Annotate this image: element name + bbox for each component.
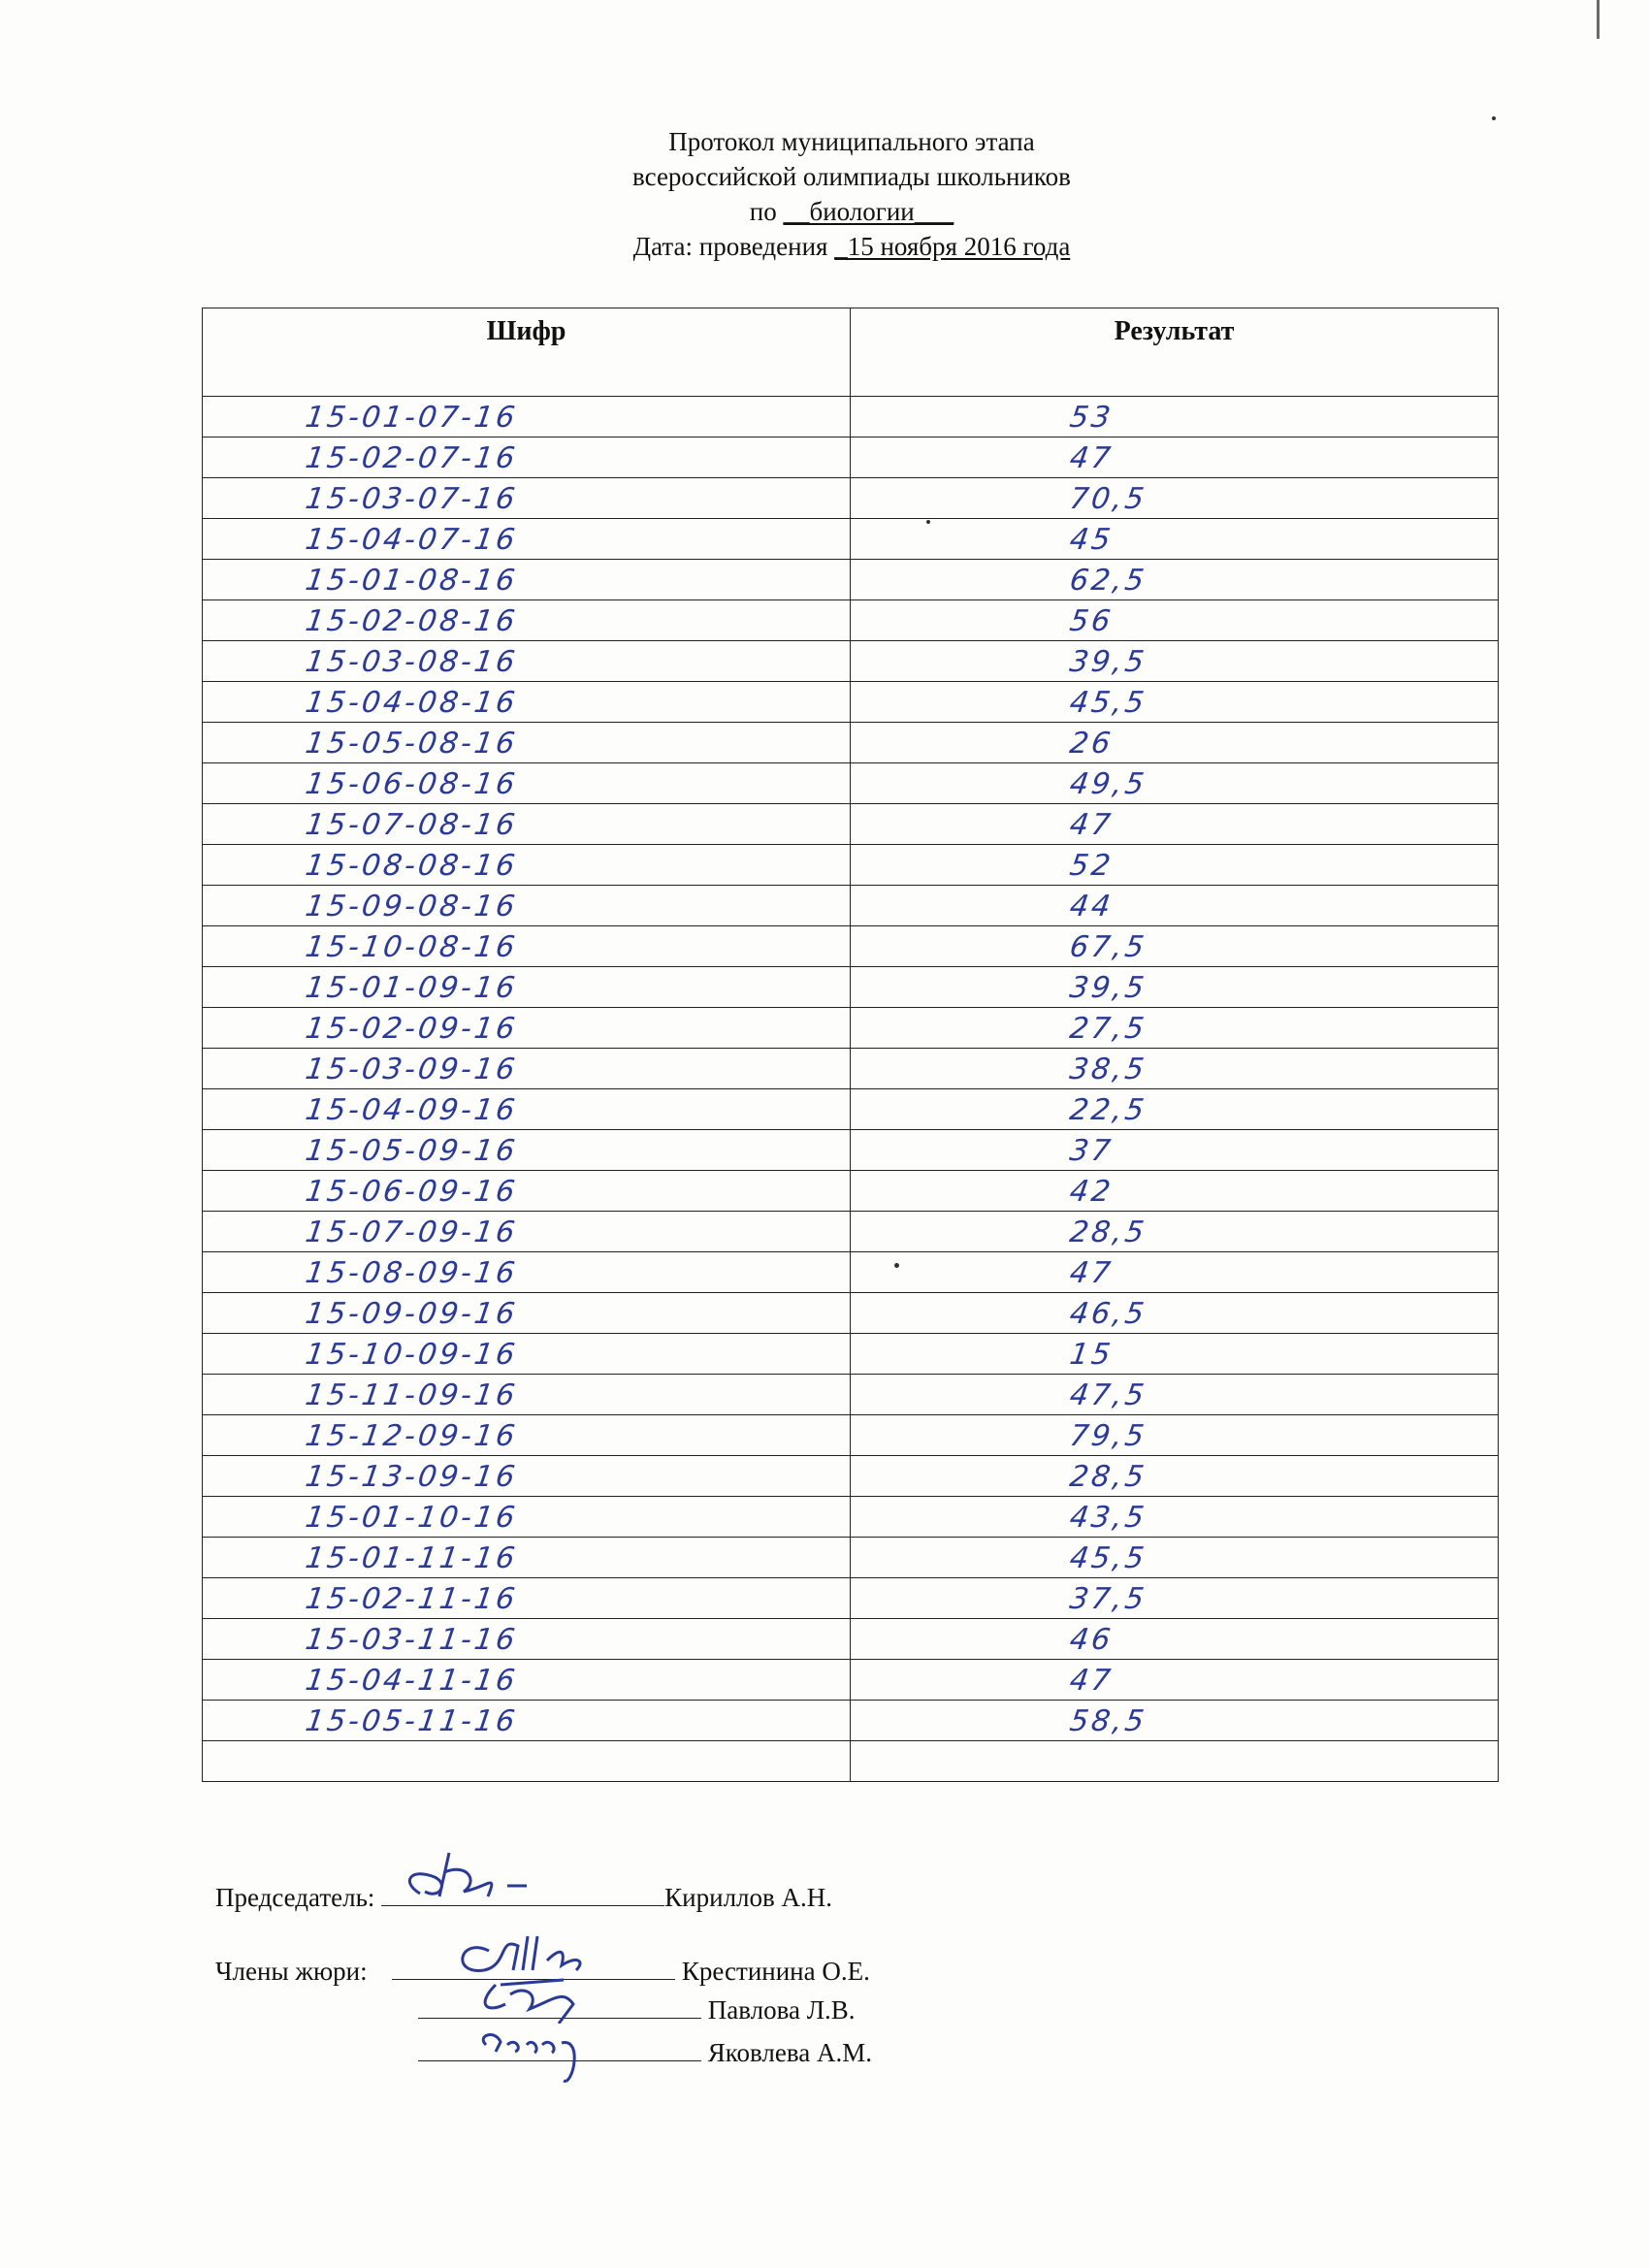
table-row [203, 478, 1499, 519]
cipher-cell [203, 1008, 851, 1049]
result-cell [851, 1171, 1499, 1212]
result-cell [851, 519, 1499, 560]
cipher-value: 15-11-09-16 [303, 1378, 520, 1412]
cipher-value: 15-09-09-16 [303, 1297, 520, 1331]
cipher-cell [203, 1619, 851, 1660]
header-title: Протокол муниципального этапа [668, 127, 1035, 156]
table-row [203, 682, 1499, 723]
cipher-cell [203, 1334, 851, 1375]
cipher-value: 15-02-07-16 [303, 441, 520, 475]
table-row [203, 1334, 1499, 1375]
cipher-cell [203, 1375, 851, 1415]
cipher-value: 15-08-09-16 [303, 1256, 520, 1290]
chair-name: Кириллов А.Н. [664, 1883, 833, 1912]
result-value: 62,5 [1067, 564, 1149, 598]
result-cell [851, 1538, 1499, 1578]
cipher-value: 15-02-11-16 [303, 1582, 520, 1616]
chair-signature-image [381, 1843, 575, 1911]
cipher-cell [203, 1089, 851, 1130]
table-row [203, 1089, 1499, 1130]
jury-signature-row-3 [418, 2037, 872, 2068]
result-value: 70,5 [1067, 482, 1149, 516]
jury-name-1: Крестинина О.Е. [681, 1957, 870, 1986]
result-cell [851, 1415, 1499, 1456]
chair-signature-row [215, 1882, 832, 1913]
cipher-cell [203, 804, 851, 845]
cipher-cell [203, 845, 851, 886]
result-cell [851, 1701, 1499, 1741]
result-value: 45,5 [1067, 686, 1149, 720]
cipher-cell [203, 478, 851, 519]
result-cell [851, 1089, 1499, 1130]
cipher-value: 15-07-09-16 [303, 1215, 520, 1249]
cipher-cell [203, 1212, 851, 1252]
cipher-value: 15-05-09-16 [303, 1134, 520, 1168]
result-value: 79,5 [1067, 1419, 1149, 1453]
cipher-cell [203, 600, 851, 641]
results-table [202, 308, 1499, 1782]
cipher-cell [203, 1497, 851, 1538]
table-row [203, 1293, 1499, 1334]
cipher-value: 15-04-08-16 [303, 686, 520, 720]
result-cell [851, 1334, 1499, 1375]
table-row [203, 763, 1499, 804]
result-cell [851, 1252, 1499, 1293]
result-cell [851, 723, 1499, 763]
cipher-value: 15-04-07-16 [303, 523, 520, 557]
cipher-cell [203, 1660, 851, 1701]
result-cell [851, 1375, 1499, 1415]
cipher-value: 15-01-07-16 [303, 401, 520, 435]
table-body [203, 397, 1499, 1782]
result-value: 47 [1067, 1664, 1116, 1698]
cipher-value: 15-01-11-16 [303, 1541, 520, 1575]
result-value: 49,5 [1067, 767, 1149, 801]
cipher-cell [203, 1252, 851, 1293]
table-row [203, 967, 1499, 1008]
result-cell [851, 1212, 1499, 1252]
header-subtitle: всероссийской олимпиады школьников [632, 162, 1071, 191]
result-value: 46,5 [1067, 1297, 1149, 1331]
date-value: _15 ноября 2016 года [834, 232, 1071, 261]
result-cell [851, 478, 1499, 519]
cipher-value: 15-01-10-16 [303, 1501, 520, 1535]
empty-cell [203, 1741, 851, 1782]
cipher-cell [203, 641, 851, 682]
result-value: 44 [1067, 890, 1116, 923]
result-cell [851, 682, 1499, 723]
scan-speck [1492, 116, 1496, 120]
result-cell [851, 397, 1499, 437]
table-row [203, 1497, 1499, 1538]
result-cell [851, 437, 1499, 478]
cipher-value: 15-05-11-16 [303, 1704, 520, 1738]
cipher-value: 15-04-09-16 [303, 1093, 520, 1127]
result-value: 47 [1067, 441, 1116, 475]
jury-name-2: Павлова Л.В. [707, 1995, 856, 2025]
result-value: 46 [1067, 1623, 1116, 1657]
table-row [203, 519, 1499, 560]
result-cell [851, 1130, 1499, 1171]
result-value: 56 [1067, 604, 1116, 638]
cipher-value: 15-01-08-16 [303, 564, 520, 598]
result-value: 38,5 [1067, 1053, 1149, 1086]
cipher-value: 15-04-11-16 [303, 1664, 520, 1698]
result-value: 28,5 [1067, 1215, 1149, 1249]
table-row [203, 1008, 1499, 1049]
cipher-cell [203, 437, 851, 478]
table-row [203, 1212, 1499, 1252]
result-value: 28,5 [1067, 1460, 1149, 1494]
subject-value: __биологии___ [783, 197, 954, 226]
subject-prefix: по [749, 197, 777, 226]
table-row [203, 397, 1499, 437]
cipher-cell [203, 397, 851, 437]
cipher-value: 15-05-08-16 [303, 727, 520, 761]
result-value: 45,5 [1067, 1541, 1149, 1575]
jury-signature-image-3 [418, 1998, 670, 2086]
result-cell [851, 1619, 1499, 1660]
cipher-value: 15-02-09-16 [303, 1012, 520, 1046]
table-row [203, 1619, 1499, 1660]
table-row [203, 723, 1499, 763]
cipher-cell [203, 519, 851, 560]
column-header-cipher: Шифр [203, 308, 851, 397]
chair-signature-line [381, 1882, 664, 1906]
empty-cell [851, 1741, 1499, 1782]
result-value: 52 [1067, 849, 1116, 883]
header-date-line [0, 229, 1649, 264]
cipher-value: 15-03-11-16 [303, 1623, 520, 1657]
result-value: 39,5 [1067, 645, 1149, 679]
cipher-value: 15-03-07-16 [303, 482, 520, 516]
cipher-cell [203, 1171, 851, 1212]
cipher-value: 15-01-09-16 [303, 971, 520, 1005]
table-row [203, 1701, 1499, 1741]
result-value: 43,5 [1067, 1501, 1149, 1535]
table-row [203, 1456, 1499, 1497]
table-row [203, 1252, 1499, 1293]
cipher-cell [203, 926, 851, 967]
cipher-cell [203, 723, 851, 763]
result-value: 15 [1067, 1338, 1116, 1372]
cipher-cell [203, 1456, 851, 1497]
result-value: 45 [1067, 523, 1116, 557]
result-cell [851, 1049, 1499, 1089]
result-cell [851, 845, 1499, 886]
cipher-value: 15-12-09-16 [303, 1419, 520, 1453]
result-cell [851, 763, 1499, 804]
table-row [203, 641, 1499, 682]
cipher-cell [203, 560, 851, 600]
cipher-cell [203, 1701, 851, 1741]
result-value: 26 [1067, 727, 1116, 761]
result-cell [851, 967, 1499, 1008]
result-value: 27,5 [1067, 1012, 1149, 1046]
table-row [203, 1415, 1499, 1456]
cipher-cell [203, 763, 851, 804]
scan-edge-mark [1597, 0, 1600, 39]
cipher-cell [203, 1415, 851, 1456]
date-prefix: Дата: проведения [632, 232, 828, 261]
cipher-value: 15-03-09-16 [303, 1053, 520, 1086]
cipher-value: 15-03-08-16 [303, 645, 520, 679]
table-row [203, 1578, 1499, 1619]
result-cell [851, 804, 1499, 845]
cipher-cell [203, 1049, 851, 1089]
result-cell [851, 560, 1499, 600]
jury-signature-line-3 [418, 2037, 701, 2061]
cipher-cell [203, 1578, 851, 1619]
cipher-value: 15-06-08-16 [303, 767, 520, 801]
table-header-row [203, 308, 1499, 397]
result-cell [851, 600, 1499, 641]
result-value: 42 [1067, 1175, 1116, 1209]
result-cell [851, 641, 1499, 682]
cipher-cell [203, 1293, 851, 1334]
result-value: 22,5 [1067, 1093, 1149, 1127]
table-row [203, 926, 1499, 967]
cipher-value: 15-13-09-16 [303, 1460, 520, 1494]
table-row [203, 437, 1499, 478]
table-row [203, 560, 1499, 600]
result-value: 39,5 [1067, 971, 1149, 1005]
cipher-value: 15-09-08-16 [303, 890, 520, 923]
table-row [203, 1049, 1499, 1089]
cipher-value: 15-10-09-16 [303, 1338, 520, 1372]
cipher-cell [203, 682, 851, 723]
table-row [203, 600, 1499, 641]
table-row [203, 1538, 1499, 1578]
result-value: 47 [1067, 1256, 1116, 1290]
result-cell [851, 1008, 1499, 1049]
table-row [203, 1375, 1499, 1415]
jury-name-3: Яковлева А.М. [707, 2038, 872, 2067]
result-cell [851, 886, 1499, 926]
result-value: 47,5 [1067, 1378, 1149, 1412]
table-row [203, 804, 1499, 845]
result-value: 67,5 [1067, 930, 1149, 964]
result-value: 58,5 [1067, 1704, 1149, 1738]
table-row [203, 886, 1499, 926]
cipher-cell [203, 1538, 851, 1578]
cipher-value: 15-02-08-16 [303, 604, 520, 638]
cipher-value: 15-07-08-16 [303, 808, 520, 842]
result-cell [851, 1578, 1499, 1619]
cipher-cell [203, 967, 851, 1008]
table-row [203, 845, 1499, 886]
document-header [0, 124, 1649, 264]
result-cell [851, 926, 1499, 967]
header-subject-line [0, 194, 1649, 229]
result-value: 37 [1067, 1134, 1116, 1168]
result-cell [851, 1293, 1499, 1334]
result-value: 37,5 [1067, 1582, 1149, 1616]
cipher-value: 15-08-08-16 [303, 849, 520, 883]
result-cell [851, 1660, 1499, 1701]
result-value: 47 [1067, 808, 1116, 842]
cipher-value: 15-06-09-16 [303, 1175, 520, 1209]
table-row [203, 1171, 1499, 1212]
result-cell [851, 1497, 1499, 1538]
chair-label: Председатель: [215, 1883, 375, 1912]
result-value: 53 [1067, 401, 1116, 435]
empty-table-row [203, 1741, 1499, 1782]
table-row [203, 1660, 1499, 1701]
result-cell [851, 1456, 1499, 1497]
cipher-cell [203, 1130, 851, 1171]
column-header-result: Результат [851, 308, 1499, 397]
table-row [203, 1130, 1499, 1171]
jury-label: Члены жюри: [215, 1957, 368, 1986]
cipher-value: 15-10-08-16 [303, 930, 520, 964]
cipher-cell [203, 886, 851, 926]
